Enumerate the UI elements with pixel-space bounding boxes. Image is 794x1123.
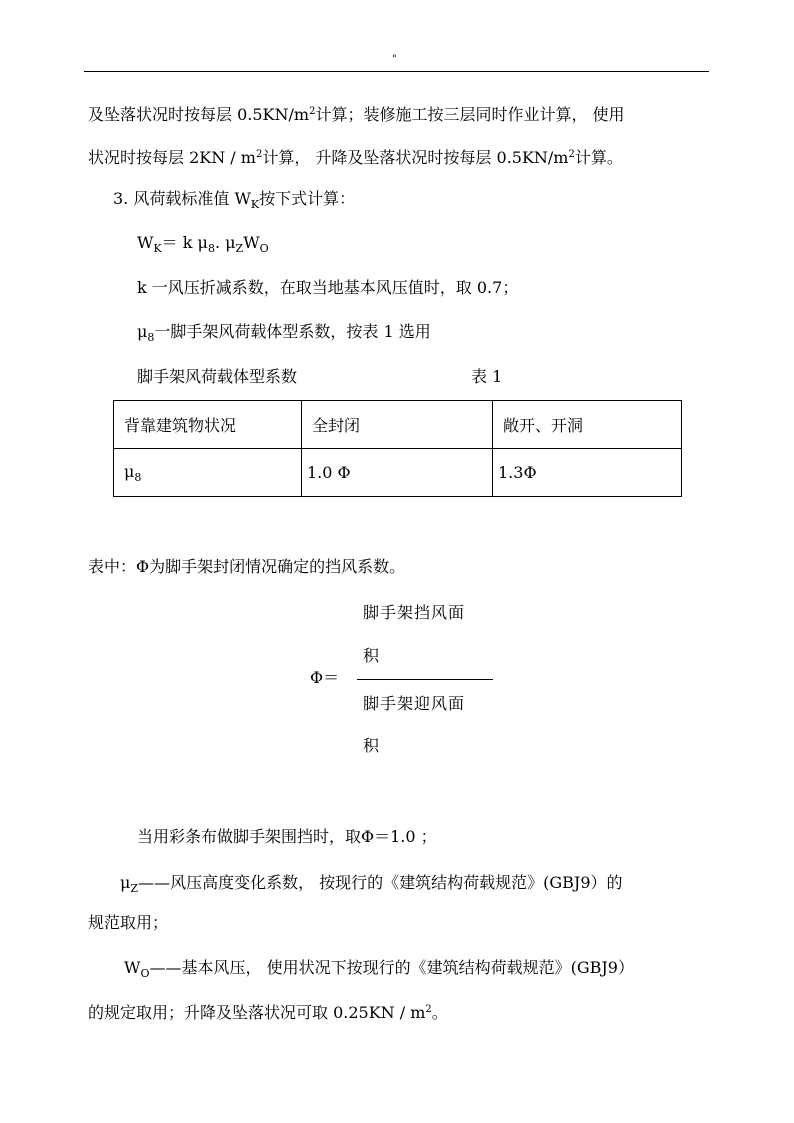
page-header-mark: " <box>392 54 397 65</box>
fraction-lhs: Φ＝ <box>310 668 340 687</box>
table-cell: $\mu_8$ <box>114 449 302 497</box>
table-cell: 1.3Φ <box>493 449 682 497</box>
table-row <box>114 449 682 497</box>
muz-description-line-1: $\mu_Z——$风压高度变化系数， 按现行的《建筑结构荷载规范》(GBJ9）的 <box>120 873 623 895</box>
mu-description: $\mu_8$一脚手架风荷载体型系数，按表 1 选用 <box>137 322 431 344</box>
paragraph-line-1: 及坠落状况时按每层 $0.5KN/m^2$计算；装修施工按三层同时作业计算， 使用 <box>88 105 625 124</box>
fraction-denominator-line-1: 脚手架迎风面 <box>363 694 466 713</box>
fraction-denominator-line-2: 积 <box>363 736 380 755</box>
table-header-cell: 背靠建筑物状况 <box>114 401 302 449</box>
header-rule <box>84 71 709 72</box>
color-cloth-condition: 当用彩条布做脚手架围挡时，取Φ＝1.0 ； <box>137 827 437 846</box>
table-note: 表中：Φ为脚手架封闭情况确定的挡风系数。 <box>88 557 406 576</box>
coefficient-table <box>113 400 682 497</box>
k-description: k 一风压折减系数，在取当地基本风压值时，取 0.7； <box>137 278 519 297</box>
paragraph-line-2: 状况时按每层 $2KN / m^2$计算， 升降及坠落状况时按每层 $0.5KN/m^2$计算。 <box>88 148 623 167</box>
wind-load-formula: $W_K= k$ $\mu_8$. $\mu_ZW_O$ <box>137 233 269 255</box>
table-label: 表 1 <box>471 367 503 386</box>
table-caption: 脚手架风荷载体型系数 <box>137 367 298 386</box>
table-header-cell: 全封闭 <box>302 401 493 449</box>
fraction-numerator-line-1: 脚手架挡风面 <box>363 603 466 622</box>
wo-description-line-1: $W_O——$基本风压， 使用状况下按现行的《建筑结构荷载规范》(GBJ9） <box>124 958 634 980</box>
fraction-bar <box>357 679 493 680</box>
table-cell: 1.0 Φ <box>302 449 493 497</box>
table-row <box>114 401 682 449</box>
wo-description-line-2: 的规定取用；升降及坠落状况可取 $0.25KN / m^2$。 <box>88 1003 448 1022</box>
muz-description-line-2: 规范取用； <box>88 913 169 932</box>
fraction-numerator-line-2: 积 <box>363 646 380 665</box>
section-heading-wind-load: 3. 风荷载标准值 $W_K$按下式计算： <box>113 189 356 211</box>
table-header-cell: 敞开、开洞 <box>493 401 682 449</box>
